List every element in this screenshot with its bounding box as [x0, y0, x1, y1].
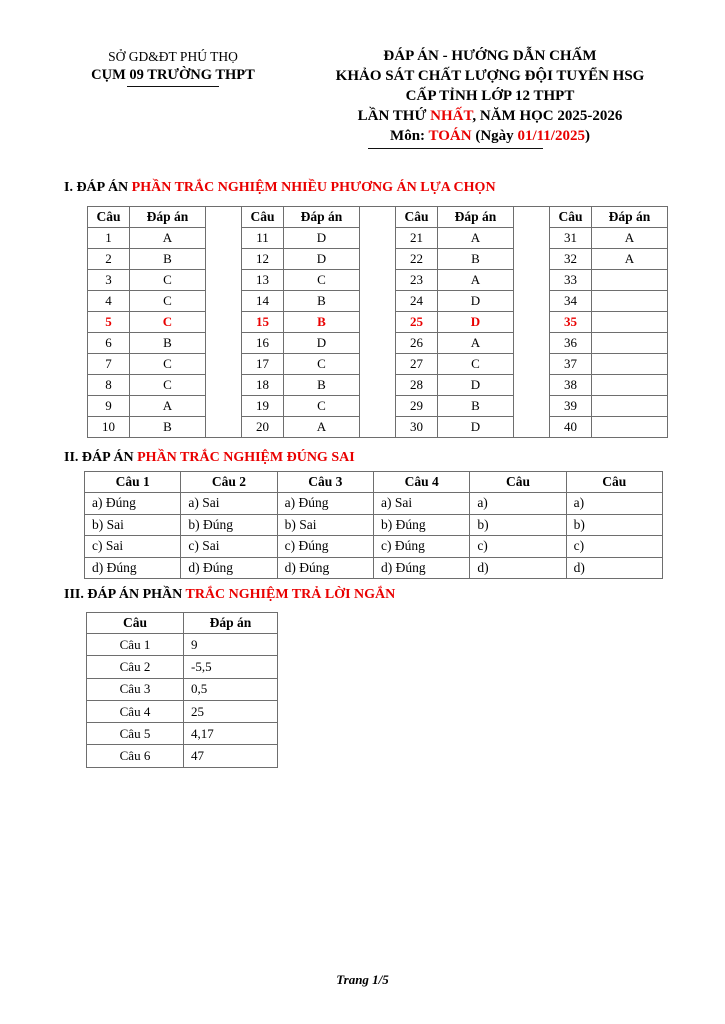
tf-answer-cell: d) Đúng — [85, 557, 181, 579]
mc-question-cell: 36 — [550, 333, 592, 354]
title-line-4-highlight: NHẤT — [430, 108, 473, 124]
tf-col-header: Câu 2 — [181, 472, 277, 493]
mc-question-cell: 20 — [242, 417, 284, 438]
sa-table-body — [87, 613, 278, 768]
section-3-heading — [64, 587, 395, 603]
mc-answer-cell: D — [284, 333, 360, 354]
mc-answer-cell: D — [438, 375, 514, 396]
tf-answer-cell: b) — [566, 514, 662, 536]
mc-answer-cell: A — [438, 333, 514, 354]
sa-answer-cell: 4,17 — [184, 723, 278, 745]
mc-question-cell: 26 — [396, 333, 438, 354]
mc-col-header-dapan: Đáp án — [284, 207, 360, 228]
title-line-2: KHẢO SÁT CHẤT LƯỢNG ĐỘI TUYỂN HSG — [335, 68, 645, 84]
mc-question-cell: 5 — [88, 312, 130, 333]
tf-answer-cell: a) Đúng — [277, 493, 373, 515]
mc-question-cell: 23 — [396, 270, 438, 291]
mc-col-header-cau: Câu — [396, 207, 438, 228]
section-1-heading-red: PHẦN TRẮC NGHIỆM NHIỀU PHƯƠNG ÁN LỰA CHỌN — [131, 180, 496, 195]
mc-question-cell: 40 — [550, 417, 592, 438]
sa-question-cell: Câu 2 — [87, 656, 184, 678]
section-2-heading-black: II. ĐÁP ÁN — [64, 450, 138, 465]
mc-answer-cell — [592, 291, 668, 312]
mc-answer-cell: C — [284, 354, 360, 375]
tf-col-header: Câu — [470, 472, 566, 493]
mc-answer-cell — [592, 417, 668, 438]
mc-question-cell: 4 — [88, 291, 130, 312]
tf-answer-cell: b) — [470, 514, 566, 536]
mc-question-cell: 8 — [88, 375, 130, 396]
mc-answer-cell: A — [592, 249, 668, 270]
tf-answer-cell: c) — [470, 536, 566, 558]
section-3-heading-red: TRẮC NGHIỆM TRẢ LỜI NGẮN — [185, 587, 396, 602]
org-school-cluster: CỤM 09 TRƯỜNG THPT — [91, 67, 255, 83]
tf-answer-cell: a) — [470, 493, 566, 515]
tf-answer-cell: c) Sai — [181, 536, 277, 558]
title-line-3: CẤP TỈNH LỚP 12 THPT — [405, 88, 575, 104]
mc-question-cell: 28 — [396, 375, 438, 396]
subject-name: TOÁN — [428, 128, 472, 144]
mc-answer-cell: B — [284, 312, 360, 333]
tf-answer-cell: b) Đúng — [373, 514, 469, 536]
sa-col-header-dapan: Đáp án — [184, 613, 278, 634]
mc-question-cell: 34 — [550, 291, 592, 312]
mc-question-cell: 18 — [242, 375, 284, 396]
section-2-heading-red: PHẦN TRẮC NGHIỆM ĐÚNG SAI — [137, 450, 355, 465]
sa-answer-cell: 9 — [184, 634, 278, 656]
mc-question-cell: 11 — [242, 228, 284, 249]
mc-question-cell: 25 — [396, 312, 438, 333]
mc-answer-cell: B — [284, 291, 360, 312]
mc-question-cell: 37 — [550, 354, 592, 375]
tf-answer-cell: d) — [566, 557, 662, 579]
mc-question-cell: 12 — [242, 249, 284, 270]
date-label: (Ngày — [471, 128, 518, 144]
tf-answer-cell: a) Sai — [181, 493, 277, 515]
document-title-block — [308, 46, 672, 149]
mc-answer-cell: D — [438, 291, 514, 312]
mc-question-cell: 19 — [242, 396, 284, 417]
tf-answer-cell: b) Sai — [277, 514, 373, 536]
tf-col-header: Câu 4 — [373, 472, 469, 493]
sa-answer-cell: -5,5 — [184, 656, 278, 678]
exam-date: 01/11/2025 — [517, 128, 585, 144]
title-line-4 — [308, 106, 672, 126]
title-line-5-suffix: ) — [584, 128, 590, 144]
mc-question-cell: 17 — [242, 354, 284, 375]
title-line-4-suffix: , NĂM HỌC 2025-2026 — [472, 108, 623, 124]
mc-col-header-cau: Câu — [242, 207, 284, 228]
mc-spacer-column — [360, 207, 396, 438]
mc-answer-cell: B — [284, 375, 360, 396]
tf-answer-cell: d) Đúng — [181, 557, 277, 579]
mc-answer-cell: C — [284, 396, 360, 417]
mc-question-cell: 21 — [396, 228, 438, 249]
tf-answer-cell: b) Sai — [85, 514, 181, 536]
mc-question-cell: 33 — [550, 270, 592, 291]
mc-question-cell: 35 — [550, 312, 592, 333]
mc-answer-cell: C — [130, 312, 206, 333]
mc-question-cell: 29 — [396, 396, 438, 417]
mc-question-cell: 14 — [242, 291, 284, 312]
mc-col-header-dapan: Đáp án — [592, 207, 668, 228]
true-false-table — [84, 471, 663, 579]
mc-answer-cell: B — [438, 249, 514, 270]
mc-question-cell: 13 — [242, 270, 284, 291]
mc-answer-cell: A — [438, 270, 514, 291]
mc-answer-cell — [592, 396, 668, 417]
tf-answer-cell: c) Đúng — [277, 536, 373, 558]
mc-question-cell: 6 — [88, 333, 130, 354]
mc-answer-cell: B — [130, 417, 206, 438]
mc-question-cell: 7 — [88, 354, 130, 375]
tf-answer-cell: a) — [566, 493, 662, 515]
sa-question-cell: Câu 4 — [87, 700, 184, 722]
mc-answer-cell: A — [592, 228, 668, 249]
tf-col-header: Câu 3 — [277, 472, 373, 493]
tf-answer-cell: b) Đúng — [181, 514, 277, 536]
page-number: Trang 1/5 — [336, 972, 389, 987]
mc-question-cell: 32 — [550, 249, 592, 270]
org-department: SỞ GD&ĐT PHÚ THỌ — [108, 49, 238, 64]
mc-question-cell: 2 — [88, 249, 130, 270]
mc-question-cell: 22 — [396, 249, 438, 270]
section-3-heading-black: III. ĐÁP ÁN PHẦN — [64, 587, 186, 602]
title-underline — [368, 147, 543, 149]
mc-answer-cell: B — [130, 249, 206, 270]
mc-col-header-dapan: Đáp án — [130, 207, 206, 228]
tf-answer-cell: c) Sai — [85, 536, 181, 558]
mc-question-cell: 31 — [550, 228, 592, 249]
mc-answer-cell: A — [438, 228, 514, 249]
tf-col-header: Câu — [566, 472, 662, 493]
mc-question-cell: 1 — [88, 228, 130, 249]
mc-col-header-dapan: Đáp án — [438, 207, 514, 228]
mc-answer-cell — [592, 375, 668, 396]
mc-question-cell: 10 — [88, 417, 130, 438]
mc-answer-cell: C — [438, 354, 514, 375]
mc-question-cell: 16 — [242, 333, 284, 354]
mc-col-header-cau: Câu — [550, 207, 592, 228]
sa-answer-cell: 47 — [184, 745, 278, 767]
mc-answer-cell: A — [130, 228, 206, 249]
sa-question-cell: Câu 5 — [87, 723, 184, 745]
mc-answer-cell: D — [284, 249, 360, 270]
tf-answer-cell: c) — [566, 536, 662, 558]
mc-question-cell: 38 — [550, 375, 592, 396]
mc-question-cell: 24 — [396, 291, 438, 312]
mc-question-cell: 15 — [242, 312, 284, 333]
mc-answer-cell: A — [284, 417, 360, 438]
mc-answer-table — [87, 206, 668, 438]
mc-answer-cell — [592, 312, 668, 333]
mc-spacer-column — [206, 207, 242, 438]
sa-answer-cell: 25 — [184, 700, 278, 722]
mc-question-cell: 30 — [396, 417, 438, 438]
org-underline — [127, 85, 219, 87]
mc-answer-cell: B — [130, 333, 206, 354]
mc-question-cell: 9 — [88, 396, 130, 417]
tf-answer-cell: d) Đúng — [277, 557, 373, 579]
short-answer-table — [86, 612, 278, 768]
tf-answer-cell: d) Đúng — [373, 557, 469, 579]
tf-table-body — [85, 472, 663, 579]
mc-answer-cell: C — [130, 291, 206, 312]
sa-question-cell: Câu 3 — [87, 678, 184, 700]
mc-answer-cell: C — [130, 270, 206, 291]
tf-answer-cell: c) Đúng — [373, 536, 469, 558]
section-1-heading-black: I. ĐÁP ÁN — [64, 180, 132, 195]
sa-question-cell: Câu 1 — [87, 634, 184, 656]
mc-answer-cell — [592, 354, 668, 375]
mc-answer-cell: C — [130, 354, 206, 375]
mc-table-body — [88, 207, 668, 438]
sa-answer-cell: 0,5 — [184, 678, 278, 700]
mc-answer-cell: D — [438, 312, 514, 333]
mc-answer-cell: C — [130, 375, 206, 396]
section-1-heading — [64, 180, 496, 196]
tf-answer-cell: a) Sai — [373, 493, 469, 515]
mc-question-cell: 3 — [88, 270, 130, 291]
tf-answer-cell: a) Đúng — [85, 493, 181, 515]
sa-question-cell: Câu 6 — [87, 745, 184, 767]
mc-answer-cell: D — [284, 228, 360, 249]
section-2-heading — [64, 450, 355, 466]
mc-question-cell: 39 — [550, 396, 592, 417]
title-line-4-prefix: LẦN THỨ — [357, 108, 431, 124]
mc-spacer-column — [514, 207, 550, 438]
mc-col-header-cau: Câu — [88, 207, 130, 228]
issuing-org-block — [75, 48, 271, 87]
subject-label: Môn: — [390, 128, 429, 144]
mc-answer-cell — [592, 333, 668, 354]
mc-answer-cell: A — [130, 396, 206, 417]
title-line-5 — [308, 126, 672, 146]
mc-question-cell: 27 — [396, 354, 438, 375]
tf-col-header: Câu 1 — [85, 472, 181, 493]
mc-answer-cell — [592, 270, 668, 291]
sa-col-header-cau: Câu — [87, 613, 184, 634]
tf-answer-cell: d) — [470, 557, 566, 579]
mc-answer-cell: B — [438, 396, 514, 417]
title-line-1: ĐÁP ÁN - HƯỚNG DẪN CHẤM — [383, 48, 597, 64]
mc-answer-cell: D — [438, 417, 514, 438]
mc-answer-cell: C — [284, 270, 360, 291]
